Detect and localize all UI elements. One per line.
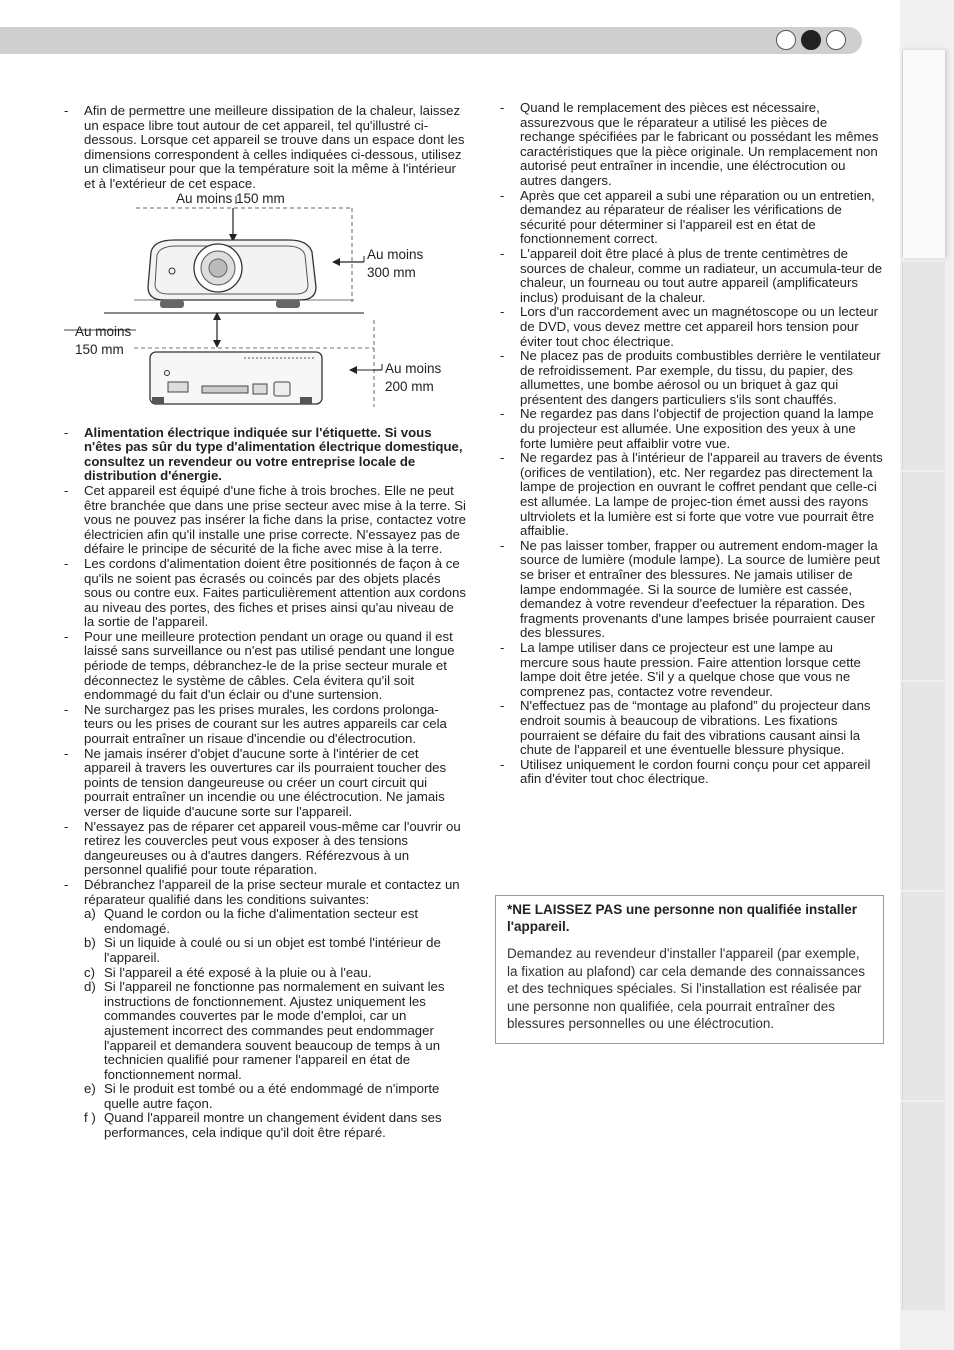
- bullet-dash: -: [64, 482, 69, 498]
- list-item: [500, 407, 885, 451]
- bullet-dash: -: [500, 245, 505, 261]
- sub-item: [64, 907, 466, 936]
- warning-text: N'essayez pas de réparer cet appareil vous-même car l'ouvrir ou retirez les couvercles peut vous exposer à des tensions dangeureuses ou à d'autres dangers. Référezvous à un personnel qualifié pour toute réparation.: [84, 818, 461, 878]
- label-right-clearance-1: Au moins: [367, 246, 424, 262]
- side-tab-active[interactable]: [902, 50, 945, 258]
- notice-body: Demandez au revendeur d'installer l'appareil (par exemple, la fixation au plafond) car cela demande des connaissances et des techniques spéciales. Si l'installation est réalisée par une personne non qualifiée, cela pourrait entraîner des blessures personnelles ou une éléctrocution.: [507, 946, 865, 1032]
- list-item: [500, 305, 885, 349]
- warning-text: N'effectuez pas de “montage au plafond” du projecteur dans endroit soumis à beaucoup de vibrations. Les fixations pourraient se défaire du fait des vibrations causant ainsi la chute de l'appareil et une éventuelle blessure physique.: [520, 698, 871, 758]
- sub-item: [64, 966, 466, 981]
- bullet-dash: -: [500, 406, 505, 422]
- sub-item-label: d): [84, 979, 96, 995]
- bullet-dash: -: [64, 103, 69, 118]
- warning-text: Ne regardez pas à l'intérieur de l'appareil au travers de évents (orifices de ventilation), etc. Ner regardez pas directement la lampe de projection en ouvrant le coffret pendant que celle-ci est allumée. La lampe de projec-tion émet aussi des rayons ultrviolets et la lumière est si forte que votre vue pourrait être affaiblie.: [520, 450, 883, 539]
- bullet-dash: -: [64, 876, 69, 892]
- sub-item-text: Quand l'appareil montre un changement évident dans ses performances, cela indique qu'il doit être réparé.: [104, 1110, 442, 1141]
- label-left-clearance-2: 150 mm: [75, 341, 124, 357]
- warning-text: Cet appareil est équipé d'une fiche à trois broches. Elle ne peut être branchée que dans une prise secteur avec mise à la terre. Si vous ne pouvez pas insérer la fiche dans la prise, contactez votre électricien afin qu'il installe une prise correcte. N'essayez pas de défaire le principe de sécurité de la fiche avec mise à la terre.: [84, 482, 466, 557]
- bullet-dash: -: [500, 698, 505, 714]
- label-back-clearance-2: 200 mm: [385, 378, 434, 394]
- warning-text: L'appareil doit être placé à plus de trente centimètres de sources de chaleur, comme un radiateur, un accumula-teur de chaleur, un fourneau ou tout autre appareil (amplificateurs inclus) produisant de la chaleur.: [520, 245, 883, 305]
- sub-item: [64, 980, 466, 1082]
- side-tab[interactable]: [902, 892, 945, 1100]
- label-top-clearance: Au moins 150 mm: [176, 190, 285, 206]
- bullet-dash: -: [500, 639, 505, 655]
- bullet-dash: -: [500, 100, 505, 115]
- list-item: [64, 630, 466, 703]
- list-item: [64, 747, 466, 820]
- sub-item-text: Si l'appareil a été exposé à la pluie ou à l'eau.: [104, 964, 372, 980]
- bullet-dash: -: [500, 450, 505, 466]
- list-item: [500, 189, 885, 247]
- sub-item-label: f ): [84, 1110, 96, 1126]
- sub-item-text: Si un liquide à coulé ou si un objet est tombé l'intérieur de l'appareil.: [104, 935, 441, 965]
- sub-item: [64, 1111, 466, 1140]
- list-item: [500, 641, 885, 699]
- sub-item-label: a): [84, 906, 96, 922]
- list-item: [500, 699, 885, 757]
- label-right-clearance-2: 300 mm: [367, 264, 416, 280]
- warning-text: Ne placez pas de produits combustibles derrière le ventilateur de refroidissement. Par exemple, du tissu, du papier, des allumettes, une bombe aérosol ou un briquet à gaz qui présentent des dangers particuliers s'ils sont chauffés.: [520, 348, 881, 407]
- list-item: [64, 820, 466, 878]
- bullet-dash: -: [64, 555, 69, 571]
- warning-text: Ne regardez pas dans l'objectif de projection quand la lampe du projecteur est allumée. Une exposition des yeux à une forte lumière peut affaiblir votre vue.: [520, 406, 874, 451]
- side-tab[interactable]: [902, 1102, 945, 1310]
- list-item: [500, 758, 885, 787]
- side-tab[interactable]: [902, 472, 945, 680]
- side-tab[interactable]: [902, 682, 945, 890]
- warning-text: Les cordons d'alimentation doient être positionnés de façon à ce qu'ils ne soient pas écrasés ou coincés par des objets placés sous ou contre eux. Faites particulièrement attention aux cordons au niveau des portes, des fiches et prises ainsi qu'au niveau de la sortie de l'appareil.: [84, 555, 466, 630]
- page-indicator: [776, 30, 846, 52]
- warning-text: Ne jamais insérer d'objet d'aucune sorte à l'intérier de cet appareil à travers les ouvertures car ils pourraient toucher des points de tension dangeureuse ou créer un court circuit qui pourrait entraîner un incendie ou une éléctrocution. Ne jamais verser de liquide d'aucune sorte sur l'appareil.: [84, 745, 447, 819]
- warning-text: Pour une meilleure protection pendant un orage ou quand il est laissé sans surveillance ou n'est pas utilisé pendant une longue période de temps, débranchez-le de la prise secteur murale et déconnectez le système de câbles. Cela évitera qu'il soit endommagé du fait d'un éclair ou d'une surtension.: [84, 628, 455, 703]
- bullet-dash: -: [500, 348, 505, 364]
- sub-item-label: c): [84, 964, 95, 980]
- sub-item-text: Si l'appareil ne fonctionne pas normalement en suivant les instructions de fonctionnement. Ajustez uniquement les commandes couvertes par le mode d'emploi, car un ajustement incorrect des commandes peut endommager l'appareil et demandera souvent beaucoup de temps à un technicien qualifié pour ramener l'appareil en état de fonctionnement normal.: [104, 979, 445, 1082]
- warning-text: Débranchez l'appareil de la prise secteur murale et contactez un réparateur qualifié dans les conditions suivantes:: [84, 876, 460, 907]
- clearance-diagram: [64, 192, 466, 420]
- list-item: [64, 878, 466, 907]
- sub-item-label: b): [84, 935, 96, 951]
- bullet-dash: -: [500, 756, 505, 772]
- warning-text: La lampe utiliser dans ce projecteur est une lampe au mercure sous haute pression. Faire attention lorsque cette lampe doit être jetée. S'il y a quelque chose que vous ne comprenez pas, contactez votre revendeur.: [520, 639, 861, 699]
- warning-text: Quand le remplacement des pièces est nécessaire, assurezvous que le réparateur a utilisé les pièces de rechange spécifiées par le fabricant ou possédant les mêmes caractéristiques que la pièce originale. Un remplacement non autorisé peut entraîner in incendie, une éléctrocution ou autres dangers.: [520, 100, 879, 188]
- header-bar: [0, 27, 862, 54]
- list-item: [500, 451, 885, 539]
- sub-item-label: e): [84, 1081, 96, 1097]
- list-item: [500, 101, 885, 189]
- warning-text: Alimentation électrique indiquée sur l'étiquette. Si vous n'êtes pas sûr du type d'alimentation électrique domestique, consultez un revendeur ou votre entreprise locale de distribution d'énergie.: [84, 424, 463, 484]
- bullet-dash: -: [64, 628, 69, 644]
- indicator-dot-filled: [801, 30, 821, 50]
- list-item: [500, 247, 885, 305]
- list-item: [64, 557, 466, 630]
- label-back-clearance-1: Au moins: [385, 360, 442, 376]
- installation-notice-box: [495, 895, 884, 1044]
- notice-title: *NE LAISSEZ PAS une personne non qualifiée installer l'appareil.: [507, 902, 858, 934]
- indicator-dot-empty: [826, 30, 846, 50]
- warning-text: Lors d'un raccordement avec un magnétoscope ou un lecteur de DVD, vous devez mettre cet appareil hors tension pour éviter tout choc électrique.: [520, 304, 879, 349]
- bullet-dash: -: [64, 818, 69, 834]
- list-item: [64, 484, 466, 557]
- bullet-dash: -: [64, 745, 69, 761]
- list-item: [64, 703, 466, 747]
- warning-text: Après que cet appareil a subi une réparation ou un entretien, demandez au réparateur de réaliser les vérifications de sécurité pour déterminer si l'appareil est en état de fonctionnement correct.: [520, 187, 875, 247]
- sub-item: [64, 936, 466, 965]
- warning-text: Ne pas laisser tomber, frapper ou autrement endom-mager la source de lumière (module lampe). La source de lumière peut se briser et entraîner des blessures. Ne jamais utiliser de lampe endommagée. Si la source de lumière est cassée, demandez à votre revendeur d'eefectuer la réparation. Des fragments provenants d'une lampes brisée pourraient causer des blessures.: [520, 537, 880, 641]
- sub-item: [64, 1082, 466, 1111]
- bullet-dash: -: [500, 537, 505, 553]
- list-item: [500, 349, 885, 407]
- list-item: [64, 104, 466, 192]
- left-column: [64, 104, 466, 1141]
- warning-text: Ne surchargez pas les prises murales, les cordons prolonga-teurs ou les prises de courant sur les autres appareils car cela pourrait entraîner un risaue d'incendie ou d'électrocution.: [84, 701, 447, 747]
- side-tabs: [900, 0, 954, 1350]
- bullet-dash: -: [500, 187, 505, 203]
- bullet-dash: -: [64, 701, 69, 717]
- side-tab[interactable]: [902, 262, 945, 470]
- label-left-clearance-1: Au moins: [75, 323, 132, 339]
- bullet-dash: -: [500, 304, 505, 320]
- sub-item-text: Quand le cordon ou la fiche d'alimentation secteur est endomagé.: [104, 906, 419, 936]
- right-column: [500, 101, 885, 787]
- warning-text: Utilisez uniquement le cordon fourni conçu pour cet appareil afin d'éviter tout choc électrique.: [520, 756, 871, 787]
- list-item: [64, 426, 466, 484]
- intro-text: Afin de permettre une meilleure dissipation de la chaleur, laissez un espace libre tout autour de cet appareil, tel qu'illustré ci-dessous. Lorsque cet appareil se trouve dans un espace dont les dimensions correspondent à celles indiquées ci-dessous, utilisez un climatiseur pour que la température soit la même à l'intérieur et à l'extérieur de cet espace.: [84, 103, 465, 191]
- bullet-dash: -: [64, 424, 69, 440]
- list-item: [500, 539, 885, 641]
- indicator-dot-empty: [776, 30, 796, 50]
- sub-item-text: Si le produit est tombé ou a été endommagé de n'importe quelle autre façon.: [104, 1081, 440, 1111]
